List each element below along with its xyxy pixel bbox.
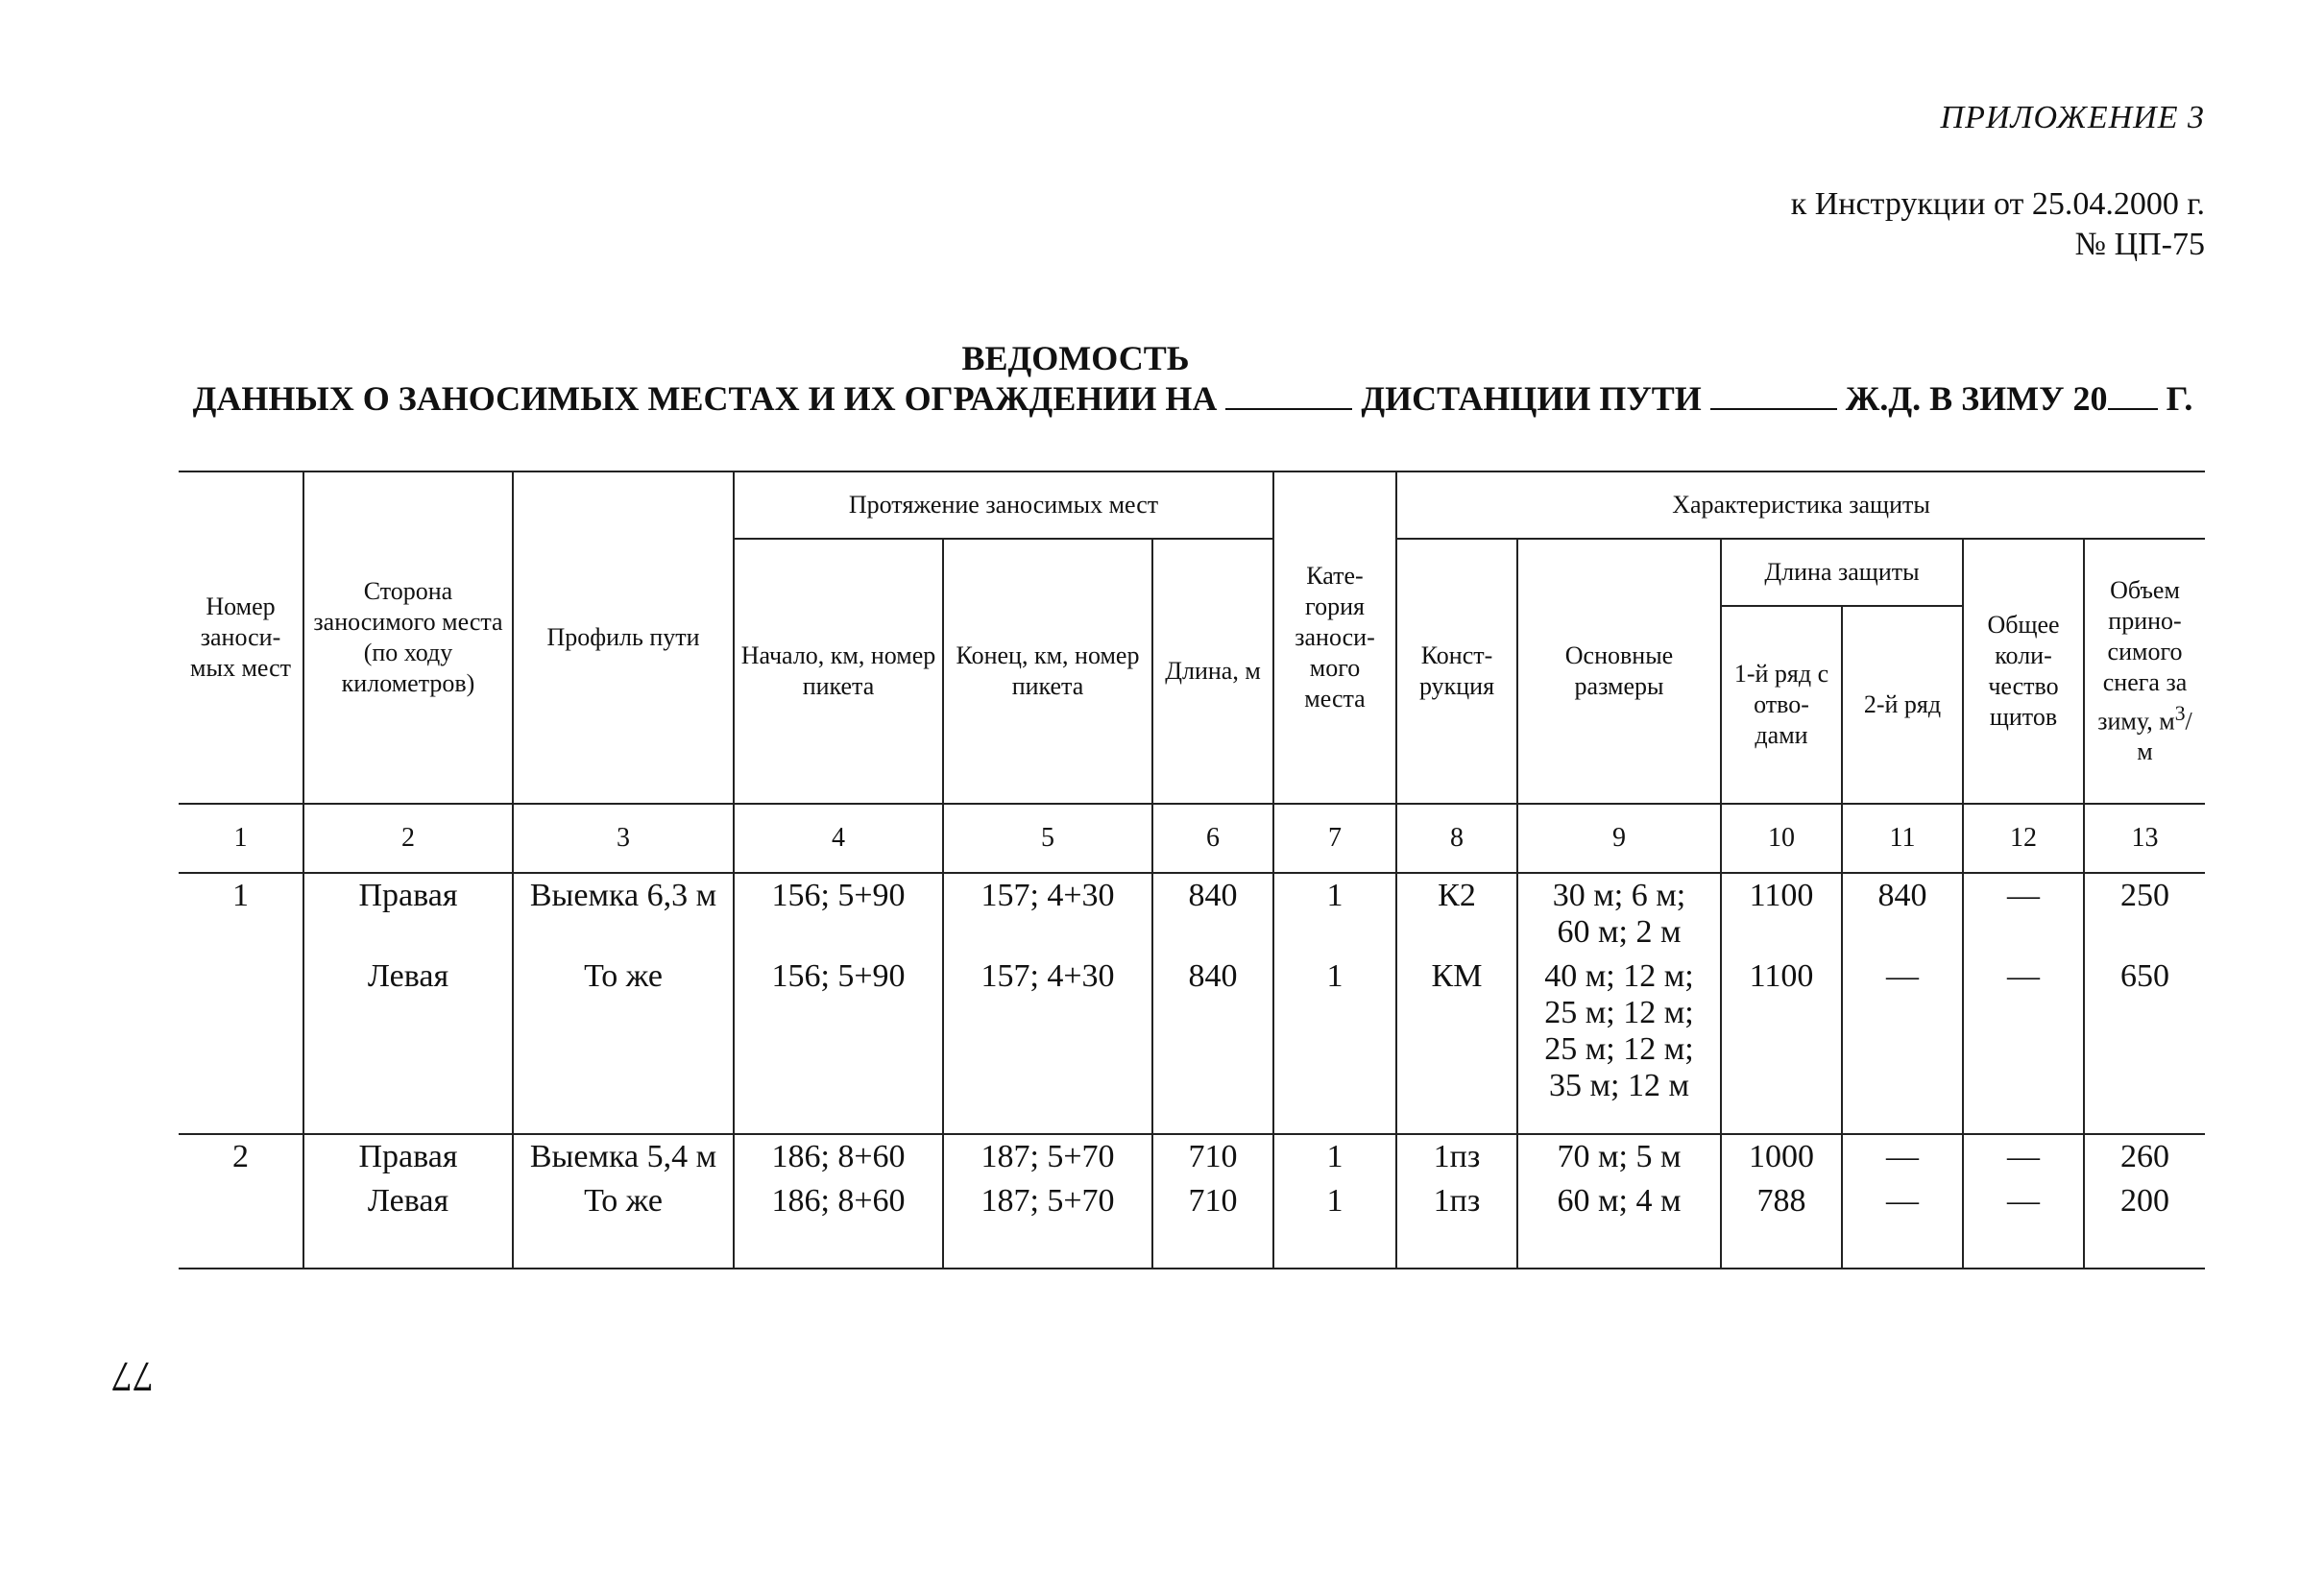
document-subtitle: [184, 378, 2201, 419]
construction-cell: 1пз: [1396, 1134, 1517, 1179]
header-col-13-text: Объем прино- симого снега за зиму, м: [2097, 575, 2188, 736]
blank-line-railway: [1710, 408, 1837, 410]
snow-volume-cell: 650: [2084, 955, 2205, 1134]
header-col-1: Номер заноси- мых мест: [179, 471, 303, 804]
subtitle-part-4: Г.: [2166, 379, 2193, 418]
header-col-8: Конст- рукция: [1396, 539, 1517, 804]
subtitle-part-1: ДАННЫХ О ЗАНОСИМЫХ МЕСТАХ И ИХ ОГРАЖДЕНИИ НА: [192, 379, 1218, 418]
header-col-2: Сторона заносимого места (по ходу километров): [303, 471, 513, 804]
column-number: 7: [1273, 804, 1396, 873]
header-col-5: Конец, км, номер пикета: [943, 539, 1152, 804]
table-row: [179, 873, 2205, 955]
header-group-length: Длина защиты: [1721, 539, 1963, 606]
column-number: 8: [1396, 804, 1517, 873]
profile-cell: Выемка 5,4 м: [513, 1134, 734, 1179]
shields-cell: —: [1963, 1134, 2084, 1179]
category-cell: 1: [1273, 955, 1396, 1134]
place-number-empty: [179, 955, 303, 1134]
shields-cell: —: [1963, 873, 2084, 955]
shields-cell: —: [1963, 955, 2084, 1134]
appendix-label: ПРИЛОЖЕНИЕ 3: [1940, 100, 2205, 135]
start-cell: 156; 5+90: [734, 873, 943, 955]
blank-line-distance: [1225, 408, 1352, 410]
profile-cell: Выемка 6,3 м: [513, 873, 734, 955]
snow-volume-cell: 250: [2084, 873, 2205, 955]
side-cell: Левая: [303, 955, 513, 1134]
reference-date: к Инструкции от 25.04.2000 г.: [1790, 186, 2205, 222]
start-cell: 156; 5+90: [734, 955, 943, 1134]
subtitle-part-2: ДИСТАНЦИИ ПУТИ: [1361, 379, 1702, 418]
length-cell: 840: [1152, 955, 1273, 1134]
header-col-12: Общее коли- чество щитов: [1963, 539, 2084, 804]
header-group-protection: Характеристика защиты: [1396, 471, 2205, 539]
end-cell: 157; 4+30: [943, 955, 1152, 1134]
snow-drift-table: [179, 471, 2205, 1269]
side-cell: Правая: [303, 873, 513, 955]
place-number: 2: [179, 1134, 303, 1179]
column-number: 12: [1963, 804, 2084, 873]
sizes-cell: 30 м; 6 м; 60 м; 2 м: [1517, 873, 1721, 955]
sizes-cell: 70 м; 5 м: [1517, 1134, 1721, 1179]
column-number: 6: [1152, 804, 1273, 873]
side-cell: Правая: [303, 1134, 513, 1179]
construction-cell: К2: [1396, 873, 1517, 955]
column-number: 2: [303, 804, 513, 873]
header-col-13-end: /м: [2137, 707, 2192, 766]
end-cell: 187; 5+70: [943, 1179, 1152, 1269]
construction-cell: 1пз: [1396, 1179, 1517, 1269]
page-number: 77: [111, 1353, 154, 1400]
length-cell: 710: [1152, 1179, 1273, 1269]
document-title: ВЕДОМОСТЬ: [961, 339, 1190, 377]
column-number: 13: [2084, 804, 2205, 873]
header-col-13-sup: 3: [2174, 701, 2186, 725]
category-cell: 1: [1273, 873, 1396, 955]
header-col-11: 2-й ряд: [1842, 606, 1963, 804]
reference-number: № ЦП-75: [2074, 227, 2205, 262]
column-number: 9: [1517, 804, 1721, 873]
snow-volume-cell: 260: [2084, 1134, 2205, 1179]
profile-cell: То же: [513, 955, 734, 1134]
end-cell: 187; 5+70: [943, 1134, 1152, 1179]
column-number: 4: [734, 804, 943, 873]
table-row: [179, 1179, 2205, 1269]
place-number-empty: [179, 1179, 303, 1269]
row2-length-cell: 840: [1842, 873, 1963, 955]
category-cell: 1: [1273, 1179, 1396, 1269]
header-group-extent: Протяжение заносимых мест: [734, 471, 1273, 539]
row2-length-cell: —: [1842, 1134, 1963, 1179]
profile-cell: То же: [513, 1179, 734, 1269]
column-number: 11: [1842, 804, 1963, 873]
length-cell: 840: [1152, 873, 1273, 955]
row1-length-cell: 788: [1721, 1179, 1842, 1269]
instruction-reference: [1791, 184, 2205, 265]
snow-volume-cell: 200: [2084, 1179, 2205, 1269]
start-cell: 186; 8+60: [734, 1134, 943, 1179]
header-col-13: [2084, 539, 2205, 804]
row2-length-cell: —: [1842, 1179, 1963, 1269]
shields-cell: —: [1963, 1179, 2084, 1269]
construction-cell: КМ: [1396, 955, 1517, 1134]
column-number: 10: [1721, 804, 1842, 873]
end-cell: 157; 4+30: [943, 873, 1152, 955]
start-cell: 186; 8+60: [734, 1179, 943, 1269]
table-row: [179, 955, 2205, 1134]
column-number: 5: [943, 804, 1152, 873]
category-cell: 1: [1273, 1134, 1396, 1179]
side-cell: Левая: [303, 1179, 513, 1269]
sizes-cell: 60 м; 4 м: [1517, 1179, 1721, 1269]
row1-length-cell: 1100: [1721, 955, 1842, 1134]
row1-length-cell: 1100: [1721, 873, 1842, 955]
table-row: [179, 1134, 2205, 1179]
sizes-cell: 40 м; 12 м; 25 м; 12 м; 25 м; 12 м; 35 м; 12 м: [1517, 955, 1721, 1134]
header-col-6: Длина, м: [1152, 539, 1273, 804]
header-col-7: Кате- гория заноси- мого места: [1273, 471, 1396, 804]
header-col-9: Основные размеры: [1517, 539, 1721, 804]
header-col-4: Начало, км, номер пикета: [734, 539, 943, 804]
place-number: 1: [179, 873, 303, 955]
column-number: 1: [179, 804, 303, 873]
column-number: 3: [513, 804, 734, 873]
subtitle-part-3: Ж.Д. В ЗИМУ 20: [1845, 379, 2108, 418]
row2-length-cell: —: [1842, 955, 1963, 1134]
column-number-row: [179, 804, 2205, 873]
header-col-10: 1-й ряд с отво- дами: [1721, 606, 1842, 804]
length-cell: 710: [1152, 1134, 1273, 1179]
blank-line-year: [2108, 408, 2158, 410]
row1-length-cell: 1000: [1721, 1134, 1842, 1179]
header-col-3: Профиль пути: [513, 471, 734, 804]
